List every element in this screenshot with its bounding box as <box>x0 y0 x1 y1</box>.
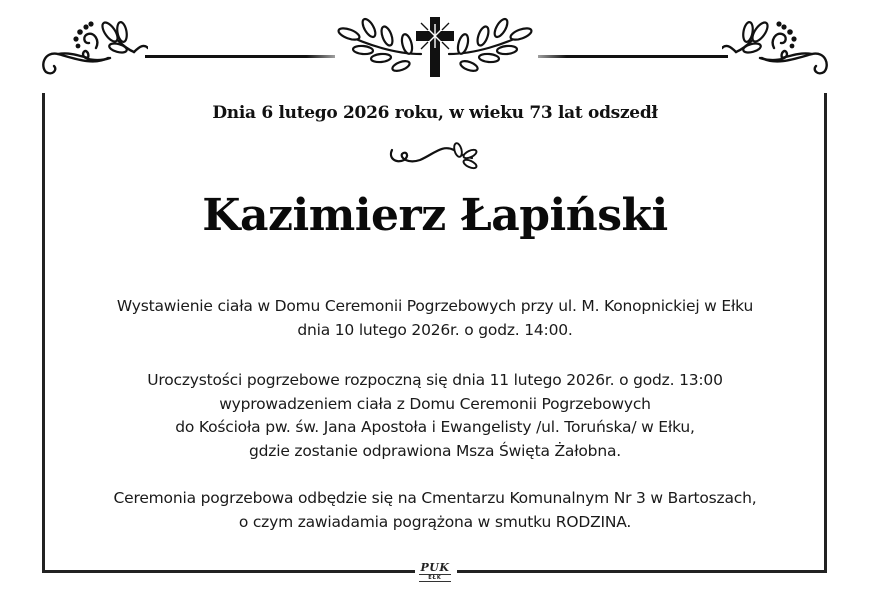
paragraph-line: do Kościoła pw. św. Jana Apostoła i Ewangelisty /ul. Toruńska/ w Ełku, <box>175 418 695 436</box>
leaf-swirl-icon <box>386 140 486 174</box>
paragraph-line: dnia 10 lutego 2026r. o godz. 14:00. <box>297 320 573 339</box>
puk-elk-logo <box>418 562 452 582</box>
floral-scroll-icon <box>722 18 832 88</box>
paragraph-line: gdzie zostanie odprawiona Msza Święta Żałobna. <box>249 441 621 460</box>
death-announcement-intro: Dnia 6 lutego 2026 roku, w wieku 73 lat odszedł <box>212 103 658 123</box>
logo-main-text: PUK <box>420 561 450 574</box>
paragraph-line: Wystawienie ciała w Domu Ceremonii Pogrzebowych przy ul. M. Konopnickiej w Ełku <box>116 297 754 315</box>
deceased-name: Kazimierz Łapiński <box>202 190 668 241</box>
paragraph-line: wyprowadzeniem ciała z Domu Ceremonii Pogrzebowych <box>219 394 651 413</box>
top-line-right <box>538 55 728 58</box>
burial-paragraph <box>45 487 825 534</box>
cross-with-laurel-icon <box>335 14 535 80</box>
ceremony-paragraph <box>45 369 825 463</box>
top-line-left <box>145 55 335 58</box>
frame-bottom-border-left <box>42 570 415 573</box>
frame-bottom-border-right <box>457 570 827 573</box>
floral-scroll-icon <box>38 18 148 88</box>
paragraph-line: Ceremonia pogrzebowa odbędzie się na Cmentarzu Komunalnym Nr 3 w Bartoszach, <box>113 489 757 507</box>
logo-sub-text: EŁK <box>419 574 451 582</box>
paragraph-line: o czym zawiadamia pogrążona w smutku RODZINA. <box>238 512 632 531</box>
viewing-paragraph <box>45 295 825 342</box>
paragraph-line: Uroczystości pogrzebowe rozpoczną się dnia 11 lutego 2026r. o godz. 13:00 <box>147 371 723 389</box>
